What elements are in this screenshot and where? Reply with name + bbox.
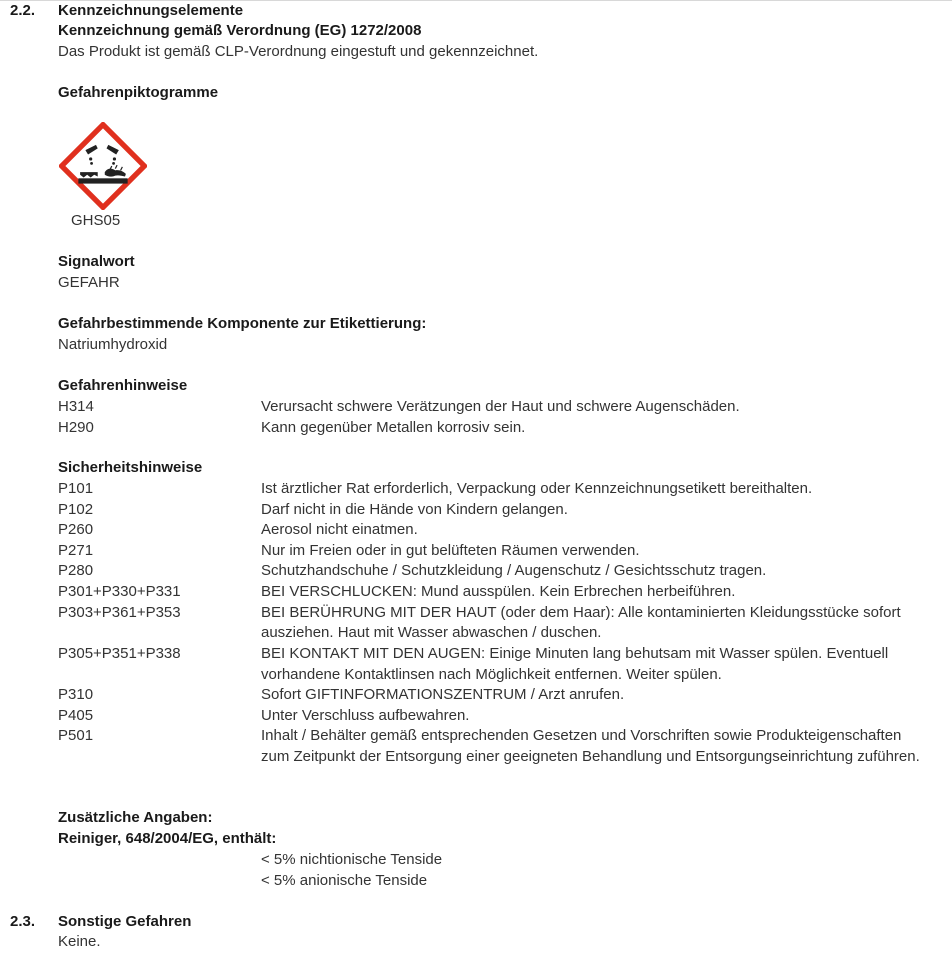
hazard-component-value: Natriumhydroxid <box>58 336 168 353</box>
precautionary-code: P501 <box>58 727 94 745</box>
section-title-2-2: Kennzeichnungselemente <box>58 2 244 19</box>
hazard-code: H290 <box>58 418 94 436</box>
precautionary-text: Aerosol nicht einatmen. <box>261 521 418 539</box>
precautionary-code: P260 <box>58 521 94 539</box>
section-number-2-2: 2.2. <box>10 2 36 19</box>
pictograms-heading: Gefahrenpiktogramme <box>58 84 219 101</box>
precautionary-code: P303+P361+P353 <box>58 603 181 621</box>
precautionary-code: P271 <box>58 541 94 559</box>
precautionary-text: Schutzhandschuhe / Schutzkleidung / Augenschutz / Gesichtsschutz tragen. <box>261 562 767 580</box>
precautionary-text: Unter Verschluss aufbewahren. <box>261 706 470 724</box>
precautionary-code: P301+P330+P331 <box>58 583 181 600</box>
precautionary-text: Nur im Freien oder in gut belüfteten Räumen verwenden. <box>261 541 640 559</box>
precautionary-text: BEI VERSCHLUCKEN: Mund ausspülen. Kein Erbrechen herbeiführen. <box>261 583 736 600</box>
hazard-text: Verursacht schwere Verätzungen der Haut und schwere Augenschäden. <box>261 398 740 415</box>
corrosion-pictogram-icon <box>59 122 147 210</box>
hazard-code: H314 <box>58 398 94 415</box>
pictogram-code-ghs05: GHS05 <box>71 212 121 229</box>
signal-word-heading: Signalwort <box>58 253 135 270</box>
precautionary-text: Darf nicht in die Hände von Kindern gelangen. <box>261 500 568 518</box>
classification-intro: Das Produkt ist gemäß CLP-Verordnung eingestuft und gekennzeichnet. <box>58 43 539 60</box>
hazard-statements-heading: Gefahrenhinweise <box>58 377 188 394</box>
precautionary-text: BEI BERÜHRUNG MIT DER HAUT (oder dem Haar): Alle kontaminierten Kleidungsstücke sofort ausziehen. Haut mit Wasser abwaschen / duschen. <box>261 603 901 642</box>
detergent-regulation-subheading: Reiniger, 648/2004/EG, enthält: <box>58 830 277 847</box>
hazard-component-heading: Gefahrbestimmende Komponente zur Etikettierung: <box>58 315 427 332</box>
precautionary-code: P405 <box>58 706 94 724</box>
precautionary-code: P102 <box>58 500 94 518</box>
precautionary-statements-heading: Sicherheitshinweise <box>58 459 203 476</box>
regulation-subtitle: Kennzeichnung gemäß Verordnung (EG) 1272/2008 <box>58 22 422 39</box>
signal-word-value: GEFAHR <box>58 274 120 291</box>
surfactant-item: < 5% nichtionische Tenside <box>261 851 443 868</box>
section-number-2-3: 2.3. <box>10 913 36 930</box>
precautionary-text: Ist ärztlicher Rat erforderlich, Verpackung oder Kennzeichnungsetikett bereithalten. <box>261 480 813 497</box>
hazard-text: Kann gegenüber Metallen korrosiv sein. <box>261 418 526 436</box>
precautionary-text: BEI KONTAKT MIT DEN AUGEN: Einige Minuten lang behutsam mit Wasser spülen. Eventuell vorhandene Kontaktlinsen nach Möglichkeit entfernen. Weiter spülen. <box>261 645 889 683</box>
precautionary-code: P305+P351+P338 <box>58 645 181 662</box>
precautionary-code: P310 <box>58 686 94 704</box>
additional-info-heading: Zusätzliche Angaben: <box>58 809 213 826</box>
precautionary-text: Inhalt / Behälter gemäß entsprechenden Gesetzen und Vorschriften sowie Produkteigenschaften zum Zeitpunkt der Entsorgung einer geeigneten Behandlung und Entsorgungseinrichtung zuführen. <box>261 727 920 765</box>
precautionary-text: Sofort GIFTINFORMATIONSZENTRUM / Arzt anrufen. <box>261 686 625 704</box>
other-hazards-value: Keine. <box>58 933 101 950</box>
precautionary-code: P280 <box>58 562 94 580</box>
section-title-2-3: Sonstige Gefahren <box>58 913 192 930</box>
surfactant-item: < 5% anionische Tenside <box>261 872 428 889</box>
precautionary-code: P101 <box>58 480 94 497</box>
